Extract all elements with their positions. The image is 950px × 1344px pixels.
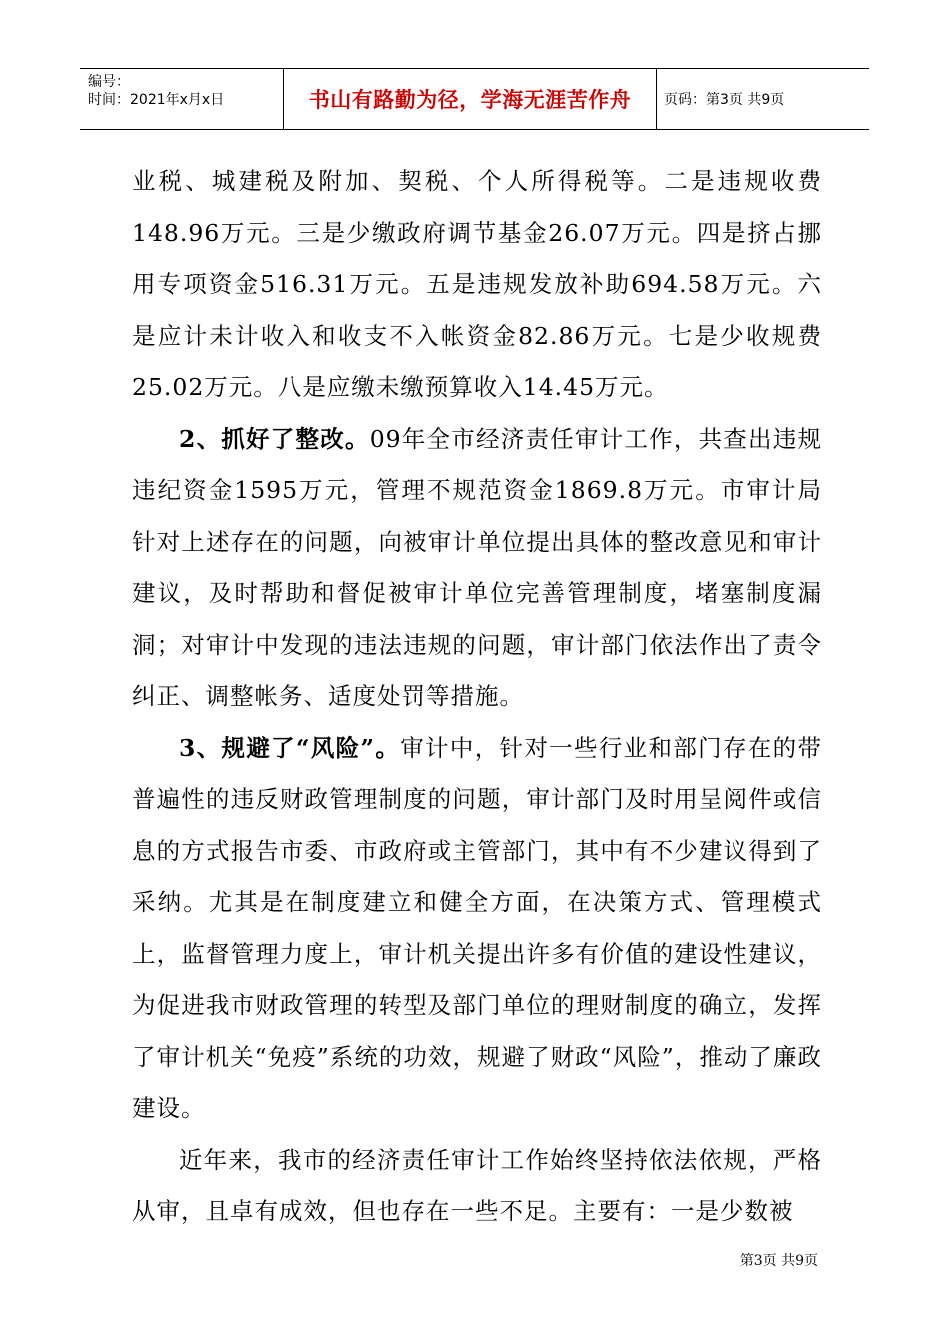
header-meta — [80, 69, 283, 129]
document-body — [132, 156, 822, 1238]
time-label: 时间：2021年x月x日 — [88, 92, 225, 108]
number-label: 编号： — [88, 74, 130, 90]
page-footer: 第3页 共9页 — [739, 1253, 818, 1269]
paragraph-4: 近年来，我市的经济责任审计工作始终坚持依法依规，严格从审，且卓有成效，但也存在一些不足。主要有：一是少数被 — [132, 1145, 822, 1225]
page-header — [80, 68, 869, 130]
paragraph-3-text: 审计中，针对一些行业和部门存在的带普遍性的违反财政管理制度的问题，审计部门及时用呈阅件或信息的方式报告市委、市政府或主管部门，其中有不少建议得到了采纳。尤其是在制度建立和健全方面，在决策方式、管理模式上，监督管理力度上，审计机关提出许多有价值的建设性建议，为促进我市财政管理的转型及部门单位的理财制度的确立，发挥了审计机关“免疫”系统的功效，规避了财政“风险”，推动了廉政建设。 — [132, 733, 823, 1122]
paragraph-1: 业税、城建税及附加、契税、个人所得税等。二是违规收费148.96万元。三是少缴政府调节基金26.07万元。四是挤占挪用专项资金516.31万元。五是违规发放补助694.58万元。六是应计未计收入和收支不入帐资金82.86万元。七是少收规费25.02万元。八是应缴未缴预算收入14.45万元。 — [132, 167, 822, 401]
paragraph-2 — [132, 414, 822, 723]
header-page-code: 页码：第3页 共9页 — [664, 92, 785, 108]
paragraph-2-heading: 2、抓好了整改。 — [179, 424, 370, 453]
paragraph-3-heading: 3、规避了“风险”。 — [179, 733, 401, 762]
header-motto: 书山有路勤为径，学海无涯苦作舟 — [283, 69, 657, 129]
paragraph-2-text: 09年全市经济责任审计工作，共查出违规违纪资金1595万元，管理不规范资金1869.8万元。市审计局针对上述存在的问题，向被审计单位提出具体的整改意见和审计建议，及时帮助和督促被审计单位完善管理制度，堵塞制度漏洞；对审计中发现的违法违规的问题，审计部门依法作出了责令纠正、调整帐务、适度处罚等措施。 — [132, 424, 822, 710]
paragraph-3 — [132, 723, 822, 1135]
